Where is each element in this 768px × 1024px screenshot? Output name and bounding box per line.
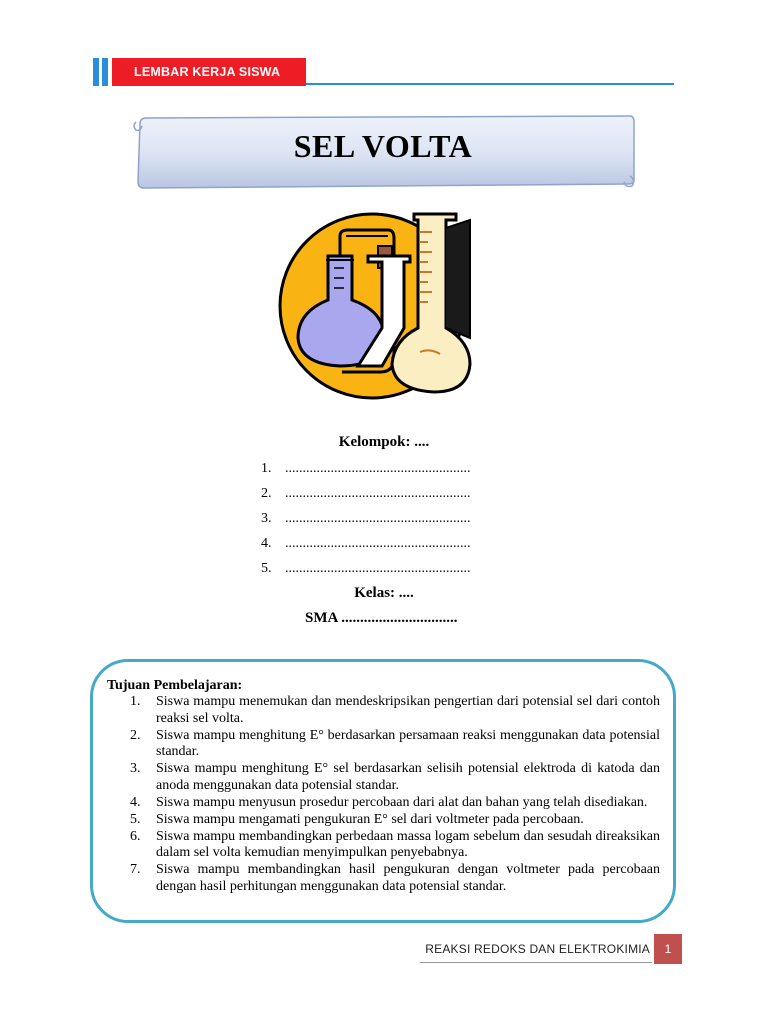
learning-goals-list [130,694,660,896]
header-rule [306,83,674,85]
goal-item: 1. Siswa mampu menemukan dan mendeskripsikan pengertian dari potensial sel dari contoh reaksi sel volta. [130,694,660,726]
member-entry[interactable]: 2. ..................................................... [261,484,471,509]
class-label: Kelas: .... [354,585,414,601]
header-label: LEMBAR KERJA SISWA [112,58,306,86]
member-blank: ..................................................... [285,536,471,551]
member-blank: ..................................................... [285,511,471,526]
member-list [261,459,471,584]
school-label: SMA ............................... [305,610,458,626]
member-entry[interactable]: 4. ..................................................... [261,534,471,559]
member-blank: ..................................................... [285,561,471,576]
chemistry-flasks-icon [270,208,494,416]
member-entry[interactable]: 5. ..................................................... [261,559,471,584]
footer-chapter-title: REAKSI REDOKS DAN ELEKTROKIMIA [425,942,650,956]
page-title: SEL VOLTA [293,128,473,164]
member-blank: ..................................................... [285,461,471,476]
member-entry[interactable]: 1. ..................................................... [261,459,471,484]
member-blank: ..................................................... [285,486,471,501]
goal-item: 4. Siswa mampu menyusun prosedur percobaan dari alat dan bahan yang telah disediakan. [130,794,648,810]
header-accent-bar [102,58,108,86]
group-label: Kelompok: .... [338,434,430,450]
goal-item: 7. Siswa mampu membandingkan hasil pengukuran dengan voltmeter pada percobaan dengan hasil perhitungan menggunakan data potensial standar. [130,862,660,894]
goal-item: 5. Siswa mampu mengamati pengukuran E° sel dari voltmeter pada percobaan. [130,811,584,827]
goal-item: 3. Siswa mampu menghitung E° sel berdasarkan selisih potensial elektroda di katoda dan anoda menggunakan data potensial standar. [130,761,660,793]
goal-item: 6. Siswa mampu membandingkan perbedaan massa logam sebelum dan sesudah direaksikan dalam sel volta kemudian menyimpulkan penyebabnya. [130,828,660,860]
footer-rule [420,962,652,963]
header-accent-bar [93,58,99,86]
page-number: 1 [654,934,682,964]
learning-goals-title: Tujuan Pembelajaran: [107,678,243,693]
member-entry[interactable]: 3. ..................................................... [261,509,471,534]
goal-item: 2. Siswa mampu menghitung E° berdasarkan persamaan reaksi menggunakan data potensial standar. [130,727,660,759]
